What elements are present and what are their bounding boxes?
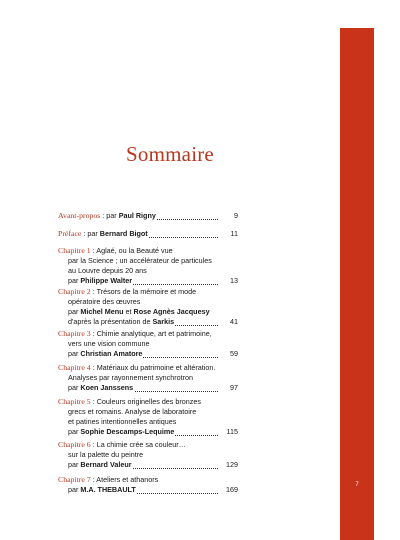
toc-entry-line [58, 485, 218, 495]
toc-page: 13 [230, 276, 238, 285]
toc-label: Chapitre 3 [58, 329, 91, 338]
toc-entry-avant-propos[interactable] [58, 211, 238, 221]
toc-entry-line: sur la palette du peintre [68, 450, 144, 459]
toc-entry-chapitre-3[interactable] [58, 329, 238, 359]
toc-author: Philippe Walter [80, 276, 133, 285]
toc-author: Koen Janssens [80, 383, 134, 392]
toc-entry-line: et patines intentionnelles antiques [68, 417, 177, 426]
toc-author: Paul Rigny [118, 211, 156, 220]
toc-entry-line [58, 440, 238, 450]
toc-entry-line: grecs et romains. Analyse de laboratoire [68, 407, 197, 416]
page-number: 7 [355, 482, 359, 488]
toc-text: par [68, 307, 81, 316]
toc-author: Bernard Bigot [99, 229, 148, 238]
toc-text: d'après la présentation de [68, 317, 153, 326]
toc-page: 11 [230, 229, 238, 238]
toc-entry-line [58, 383, 218, 393]
toc-page: 9 [234, 211, 238, 220]
toc-entry-line [58, 307, 238, 317]
toc-text: par [68, 485, 81, 494]
toc-label: Chapitre 7 [58, 475, 91, 484]
toc-author: Sarkis [152, 317, 175, 326]
toc-author: Sophie Descamps-Lequime [80, 427, 175, 436]
toc-text: par [68, 460, 81, 469]
toc-entry-line: par la Science ; un accélérateur de particules [68, 256, 212, 265]
toc-page: 169 [226, 485, 238, 494]
toc-entry-line: au Louvre depuis 20 ans [68, 266, 147, 275]
toc-text: par [68, 427, 81, 436]
toc-author: Christian Amatore [80, 349, 143, 358]
toc-text: par [68, 349, 81, 358]
toc-entry-line [58, 276, 218, 286]
toc-page: 97 [230, 383, 238, 392]
toc-entry-chapitre-4[interactable] [58, 363, 238, 393]
toc-author: Rose Agnès Jacquesy [133, 307, 210, 316]
toc-entry-line [58, 397, 238, 407]
toc-entry-line [58, 363, 238, 373]
toc-page: 59 [230, 349, 238, 358]
toc-text: : par [81, 229, 100, 238]
toc-entry-line [58, 427, 218, 437]
toc-entry-line [58, 475, 238, 485]
toc-entry-chapitre-5[interactable] [58, 397, 238, 437]
toc-label: Préface [58, 229, 82, 238]
toc-entry-line [58, 229, 218, 239]
toc-label: Avant-propos [58, 211, 101, 220]
toc-page: 129 [226, 460, 238, 469]
toc-label: Chapitre 6 [58, 440, 91, 449]
accent-sidebar [340, 28, 374, 540]
toc-page: 41 [230, 317, 238, 326]
toc-text: : par [100, 211, 119, 220]
toc-text: : Trésors de la mémoire et mode [90, 287, 197, 296]
toc-entry-line [58, 246, 238, 256]
toc-entry-chapitre-2[interactable] [58, 287, 238, 327]
toc-entry-line [58, 287, 238, 297]
toc-entry-line [58, 329, 238, 339]
toc-entry-chapitre-6[interactable] [58, 440, 238, 470]
toc-entry-line: vers une vision commune [68, 339, 150, 348]
toc-entry-line [58, 460, 218, 470]
page-title: Sommaire [126, 142, 214, 166]
toc-entry-line [58, 211, 218, 221]
toc-entry-chapitre-1[interactable] [58, 246, 238, 286]
toc-text: : Ateliers et athanors [90, 475, 159, 484]
toc-text: : Matériaux du patrimoine et altération. [90, 363, 216, 372]
toc-entry-line: Analyses par rayonnement synchrotron [68, 373, 194, 382]
toc-text: : Couleurs originelles des bronzes [90, 397, 201, 406]
toc-label: Chapitre 1 [58, 246, 91, 255]
toc-text: : Chimie analytique, art et patrimoine, [90, 329, 212, 338]
toc-label: Chapitre 5 [58, 397, 91, 406]
toc-entry-preface[interactable] [58, 229, 238, 239]
toc-text: par [68, 276, 81, 285]
toc-entry-line [58, 317, 218, 327]
toc-label: Chapitre 2 [58, 287, 91, 296]
toc-author: Michel Menu [80, 307, 124, 316]
toc-text: et [123, 307, 134, 316]
toc-author: M.A. THEBAULT [80, 485, 136, 494]
toc-entry-line [58, 349, 218, 359]
toc-author: Bernard Valeur [80, 460, 132, 469]
toc-page: 115 [226, 427, 238, 436]
toc-entry-chapitre-7[interactable] [58, 475, 238, 495]
toc-label: Chapitre 4 [58, 363, 91, 372]
toc-text: : Aglaé, ou la Beauté vue [90, 246, 173, 255]
toc-entry-line: opératoire des œuvres [68, 297, 141, 306]
toc-text: : La chimie crée sa couleur… [90, 440, 186, 449]
toc-text: par [68, 383, 81, 392]
